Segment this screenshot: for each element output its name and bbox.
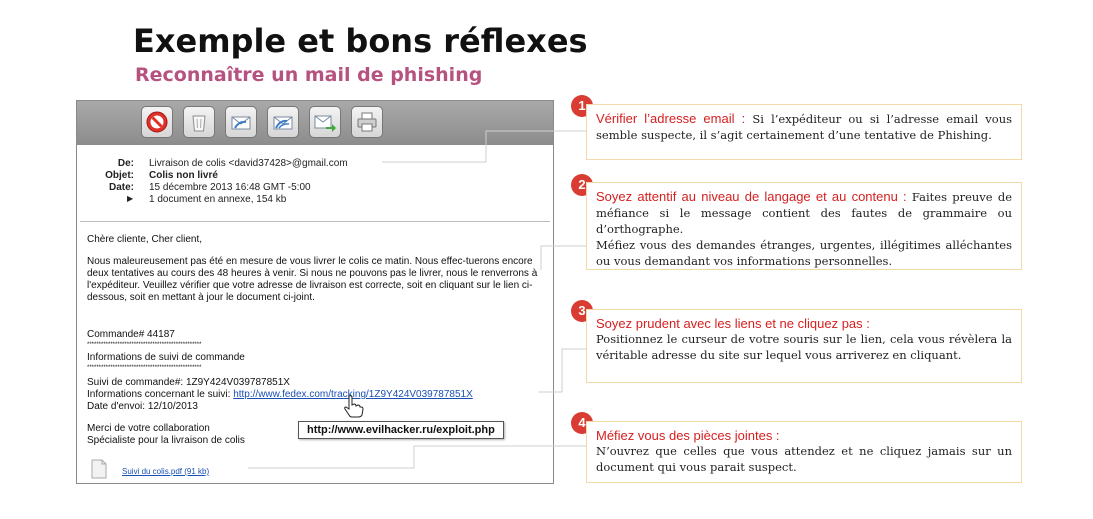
from-value: Livraison de colis <david37428>@gmail.com [149, 158, 348, 169]
tip-2-text: Faites preuve de méfiance si le message contient des fautes de grammaire ou d’orthographe. [596, 190, 1012, 236]
email-toolbar [77, 101, 553, 145]
page-title: Exemple et bons réflexes [133, 22, 588, 60]
document-icon[interactable] [91, 459, 107, 479]
tracking-number-line: Suivi de commande#: 1Z9Y424V039787851X [87, 377, 290, 388]
closing-line-1: Merci de votre collaboration [87, 423, 210, 434]
reply-all-icon[interactable] [267, 106, 299, 138]
reply-icon[interactable] [225, 106, 257, 138]
tip-2-box [586, 182, 1022, 270]
tracking-info-title: Informations de suivi de commande [87, 352, 245, 363]
hand-cursor-icon [342, 394, 364, 418]
tip-3-text: Positionnez le curseur de votre souris sur le lien, cela vous révèlera la véritable adresse du site sur lequel vous arriverez en cliquant. [596, 332, 1012, 362]
date-value: 15 décembre 2013 16:48 GMT -5:00 [149, 182, 311, 193]
disclosure-triangle-icon[interactable]: ▶ [127, 194, 134, 203]
tip-3-badge: 3 [571, 300, 593, 322]
greeting: Chère cliente, Cher client, [87, 234, 203, 245]
order-line: Commande# 44187 [87, 329, 175, 340]
closing-line-2: Spécialiste pour la livraison de colis [87, 435, 245, 446]
tip-4-badge: 4 [571, 412, 593, 434]
subject-label: Objet: [105, 170, 134, 181]
stars-divider-2: ************************************************* [87, 365, 202, 371]
attachment-link[interactable]: Suivi du colis.pdf (91 kb) [122, 467, 210, 476]
url-tooltip: http://www.evilhacker.ru/exploit.php [298, 421, 504, 439]
tip-1-box [586, 104, 1022, 160]
subject-value: Colis non livré [149, 170, 218, 181]
tip-2-text-2: Méfiez vous des demandes étranges, urgentes, illégitimes alléchantes ou vous demandant vos informations personnelles. [596, 238, 1012, 268]
attachments-row[interactable] [77, 194, 547, 207]
email-window [76, 100, 554, 484]
tip-4-box [586, 421, 1022, 483]
tip-3-box [586, 309, 1022, 383]
tip-1-text: Si l’expéditeur ou si l’adresse email vous semble suspecte, il s’agit certainement d’une tentative de Phishing. [596, 112, 1012, 142]
date-label: Date: [108, 182, 134, 193]
tip-1-heading: Vérifier l’adresse email : [596, 111, 746, 126]
send-date-line: Date d'envoi: 12/10/2013 [87, 401, 198, 412]
attachments-summary: 1 document en annexe, 154 kb [149, 194, 287, 205]
tracking-info-row [87, 389, 543, 401]
stars-divider: ************************************************* [87, 342, 202, 348]
tracking-info-label: Informations concernant le suivi: [87, 389, 231, 400]
tip-3-heading: Soyez prudent avec les liens et ne cliquez pas : [596, 316, 870, 331]
forward-icon[interactable] [309, 106, 341, 138]
from-label: De: [117, 158, 134, 169]
tip-2-heading: Soyez attentif au niveau de langage et au contenu : [596, 189, 907, 204]
no-entry-icon[interactable] [141, 106, 173, 138]
trash-icon[interactable] [183, 106, 215, 138]
email-paragraph: Nous maleureusement pas été en mesure de vous livrer le colis ce matin. Nous effec-tuerons encore deux tentatives au cours des 48 heures à venir. Si nous ne pouvons pas le livrer, nous le renverrons à l'expéditeur. Veuillez vérifier que votre adresse de livraison est correcte, soit en cliquant sur le lien ci-dessous, soit en mettant à jour le document ci-joint. [87, 256, 538, 303]
print-icon[interactable] [351, 106, 383, 138]
header-divider [80, 221, 550, 222]
tip-1-badge: 1 [571, 95, 593, 117]
tracking-link[interactable]: http://www.fedex.com/tracking/1Z9Y424V039787851X [233, 389, 473, 400]
tip-2-badge: 2 [571, 174, 593, 196]
page-subtitle: Reconnaître un mail de phishing [135, 64, 483, 86]
tip-4-text: N’ouvrez que celles que vous attendez et ne cliquez jamais sur un document qui vous parait suspect. [596, 444, 1012, 474]
tip-4-heading: Méfiez vous des pièces jointes : [596, 428, 780, 443]
